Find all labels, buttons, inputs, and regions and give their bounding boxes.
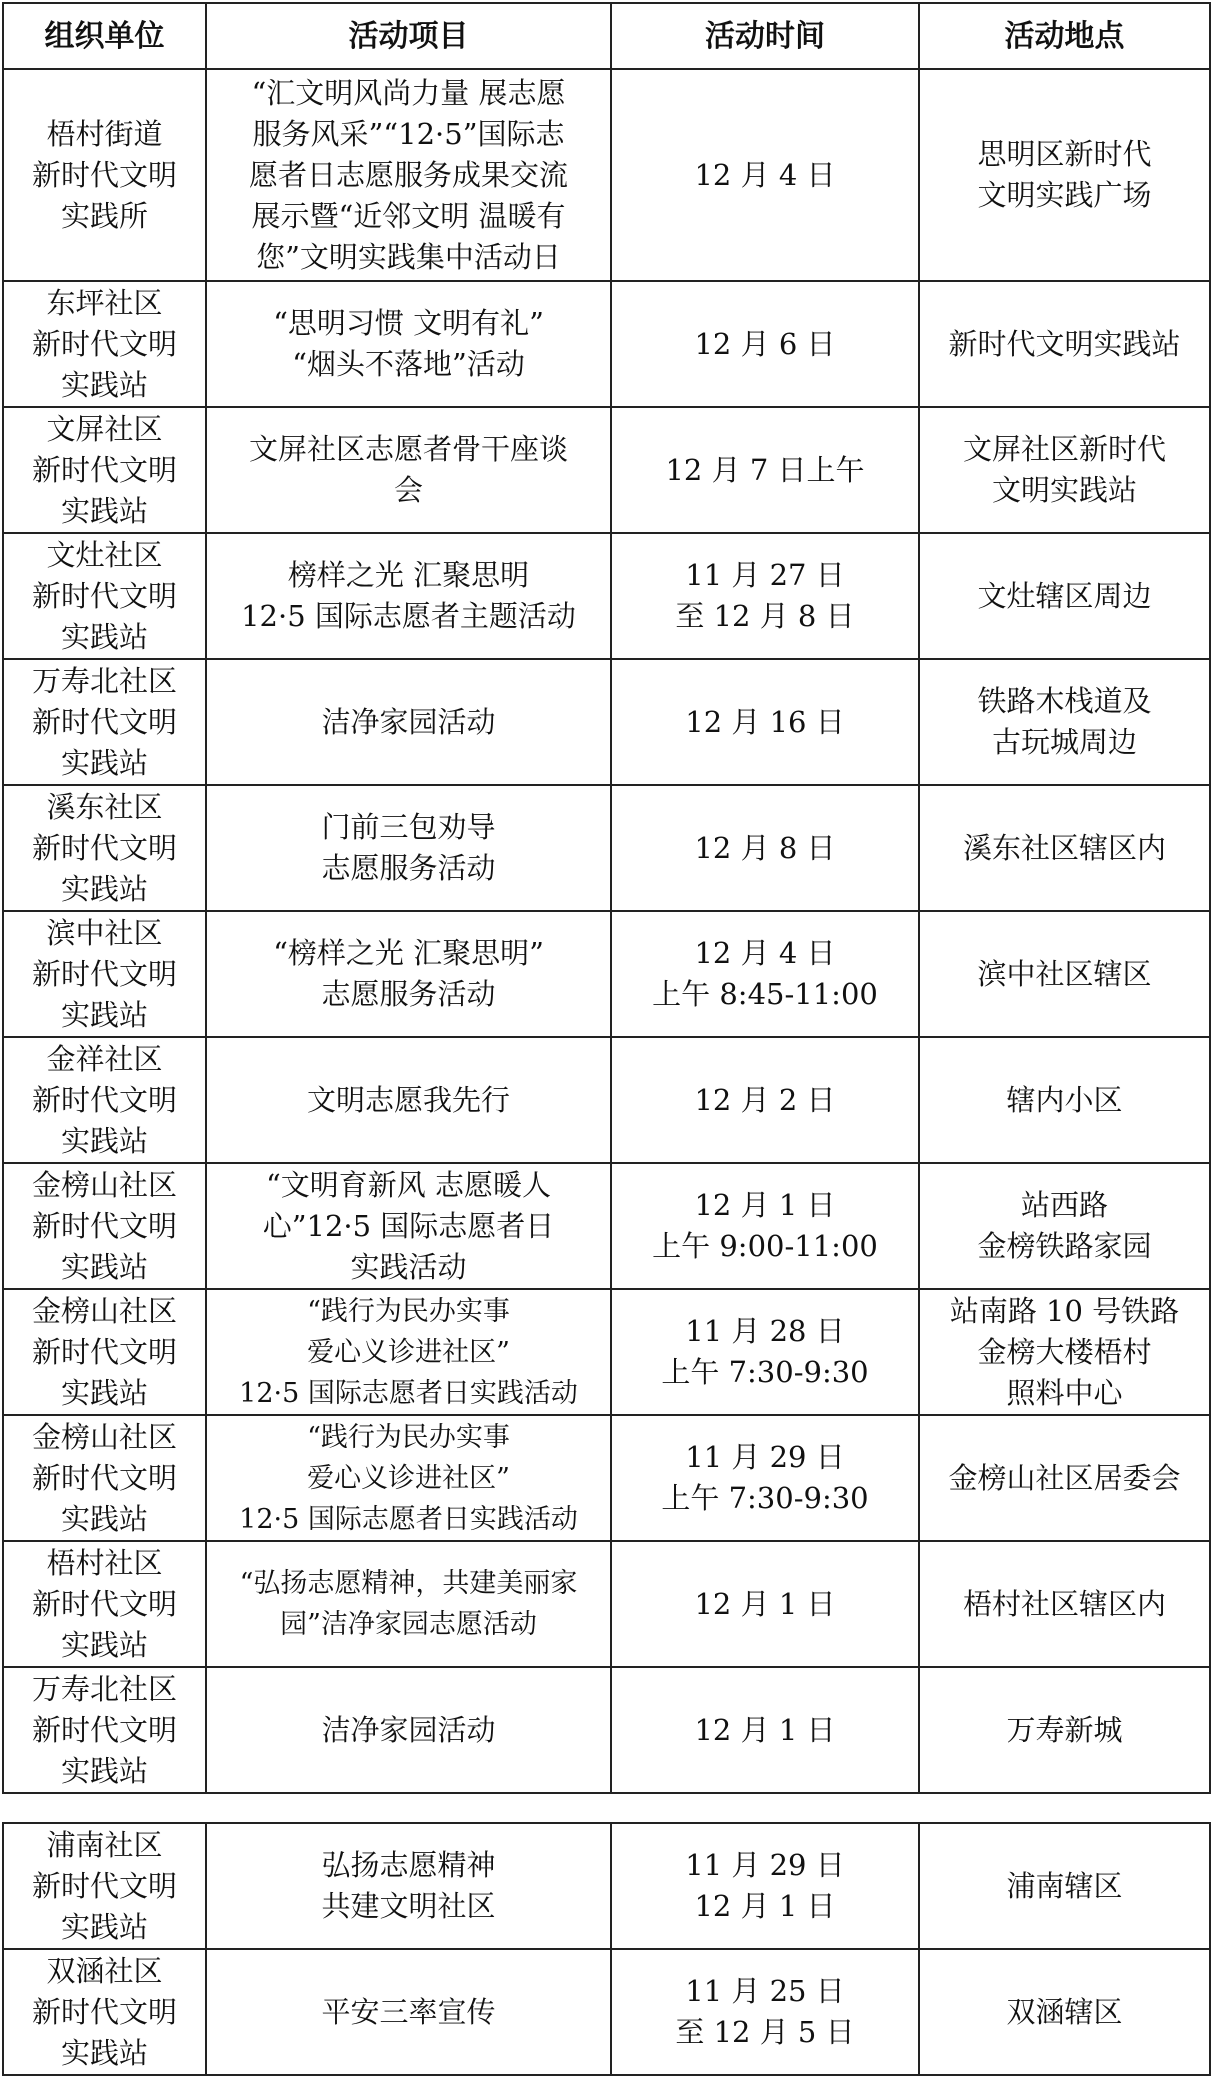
cell-org: 文灶社区 新时代文明 实践站 (3, 533, 206, 659)
table-row (3, 1037, 1210, 1163)
cell-time: 12 月 8 日 (611, 785, 919, 911)
cell-project: “文明育新风 志愿暖人 心”12·5 国际志愿者日 实践活动 (206, 1163, 611, 1289)
cell-time: 12 月 16 日 (611, 659, 919, 785)
cell-project: 文明志愿我先行 (206, 1037, 611, 1163)
cell-place: 铁路木栈道及 古玩城周边 (919, 659, 1210, 785)
cell-org: 溪东社区 新时代文明 实践站 (3, 785, 206, 911)
cell-place: 双涵辖区 (919, 1949, 1210, 2075)
cell-place: 站南路 10 号铁路 金榜大楼梧村 照料中心 (919, 1289, 1210, 1415)
header-row (3, 3, 1210, 69)
table-row (3, 1163, 1210, 1289)
cell-org: 文屏社区 新时代文明 实践站 (3, 407, 206, 533)
cell-org: 金榜山社区 新时代文明 实践站 (3, 1415, 206, 1541)
table-row (3, 911, 1210, 1037)
cell-time: 12 月 4 日 上午 8:45-11:00 (611, 911, 919, 1037)
cell-org: 金榜山社区 新时代文明 实践站 (3, 1289, 206, 1415)
cell-project: “思明习惯 文明有礼” “烟头不落地”活动 (206, 281, 611, 407)
cell-org: 东坪社区 新时代文明 实践站 (3, 281, 206, 407)
cell-time: 11 月 27 日 至 12 月 8 日 (611, 533, 919, 659)
table-row (3, 407, 1210, 533)
cell-time: 11 月 25 日 至 12 月 5 日 (611, 1949, 919, 2075)
table-row (3, 281, 1210, 407)
cell-place: 文灶辖区周边 (919, 533, 1210, 659)
cell-project: “践行为民办实事 爱心义诊进社区” 12·5 国际志愿者日实践活动 (206, 1289, 611, 1415)
cell-project: 洁净家园活动 (206, 659, 611, 785)
activity-table-continued (2, 1822, 1209, 2076)
cell-place: 金榜山社区居委会 (919, 1415, 1210, 1541)
header-project: 活动项目 (206, 3, 611, 69)
table-row (3, 69, 1210, 281)
cell-project: 洁净家园活动 (206, 1667, 611, 1793)
cell-project: “践行为民办实事 爱心义诊进社区” 12·5 国际志愿者日实践活动 (206, 1415, 611, 1541)
cell-place: 站西路 金榜铁路家园 (919, 1163, 1210, 1289)
cell-time: 11 月 29 日 上午 7:30-9:30 (611, 1415, 919, 1541)
cell-place: 文屏社区新时代 文明实践站 (919, 407, 1210, 533)
table-row (3, 1289, 1210, 1415)
table-row (3, 1949, 1210, 2075)
cell-time: 12 月 2 日 (611, 1037, 919, 1163)
cell-place: 辖内小区 (919, 1037, 1210, 1163)
cell-org: 浦南社区 新时代文明 实践站 (3, 1823, 206, 1949)
header-place: 活动地点 (919, 3, 1210, 69)
cell-org: 滨中社区 新时代文明 实践站 (3, 911, 206, 1037)
cell-project: 平安三率宣传 (206, 1949, 611, 2075)
cell-org: 双涵社区 新时代文明 实践站 (3, 1949, 206, 2075)
cell-org: 梧村社区 新时代文明 实践站 (3, 1541, 206, 1667)
cell-project: 门前三包劝导 志愿服务活动 (206, 785, 611, 911)
table-row (3, 1541, 1210, 1667)
cell-place: 溪东社区辖区内 (919, 785, 1210, 911)
cell-place: 思明区新时代 文明实践广场 (919, 69, 1210, 281)
table-row (3, 533, 1210, 659)
cell-org: 梧村街道 新时代文明 实践所 (3, 69, 206, 281)
cell-project: “汇文明风尚力量 展志愿 服务风采”“12·5”国际志 愿者日志愿服务成果交流 展示暨“近邻文明 温暖有 您”文明实践集中活动日 (206, 69, 611, 281)
cell-place: 梧村社区辖区内 (919, 1541, 1210, 1667)
cell-place: 滨中社区辖区 (919, 911, 1210, 1037)
table-row (3, 659, 1210, 785)
activity-table-main (2, 2, 1209, 1794)
cell-project: 弘扬志愿精神 共建文明社区 (206, 1823, 611, 1949)
cell-org: 万寿北社区 新时代文明 实践站 (3, 659, 206, 785)
cell-place: 浦南辖区 (919, 1823, 1210, 1949)
cell-place: 新时代文明实践站 (919, 281, 1210, 407)
cell-project: “弘扬志愿精神，共建美丽家 园”洁净家园志愿活动 (206, 1541, 611, 1667)
table-row (3, 1415, 1210, 1541)
cell-project: 文屏社区志愿者骨干座谈 会 (206, 407, 611, 533)
cell-time: 12 月 1 日 (611, 1667, 919, 1793)
cell-time: 11 月 29 日 12 月 1 日 (611, 1823, 919, 1949)
header-time: 活动时间 (611, 3, 919, 69)
table-row (3, 1667, 1210, 1793)
cell-project: 榜样之光 汇聚思明 12·5 国际志愿者主题活动 (206, 533, 611, 659)
table-row (3, 785, 1210, 911)
table-row (3, 1823, 1210, 1949)
cell-time: 12 月 7 日上午 (611, 407, 919, 533)
cell-place: 万寿新城 (919, 1667, 1210, 1793)
cell-time: 12 月 1 日 上午 9:00-11:00 (611, 1163, 919, 1289)
cell-org: 金祥社区 新时代文明 实践站 (3, 1037, 206, 1163)
cell-project: “榜样之光 汇聚思明” 志愿服务活动 (206, 911, 611, 1037)
cell-time: 11 月 28 日 上午 7:30-9:30 (611, 1289, 919, 1415)
cell-org: 万寿北社区 新时代文明 实践站 (3, 1667, 206, 1793)
cell-time: 12 月 6 日 (611, 281, 919, 407)
cell-org: 金榜山社区 新时代文明 实践站 (3, 1163, 206, 1289)
header-org: 组织单位 (3, 3, 206, 69)
cell-time: 12 月 1 日 (611, 1541, 919, 1667)
cell-time: 12 月 4 日 (611, 69, 919, 281)
